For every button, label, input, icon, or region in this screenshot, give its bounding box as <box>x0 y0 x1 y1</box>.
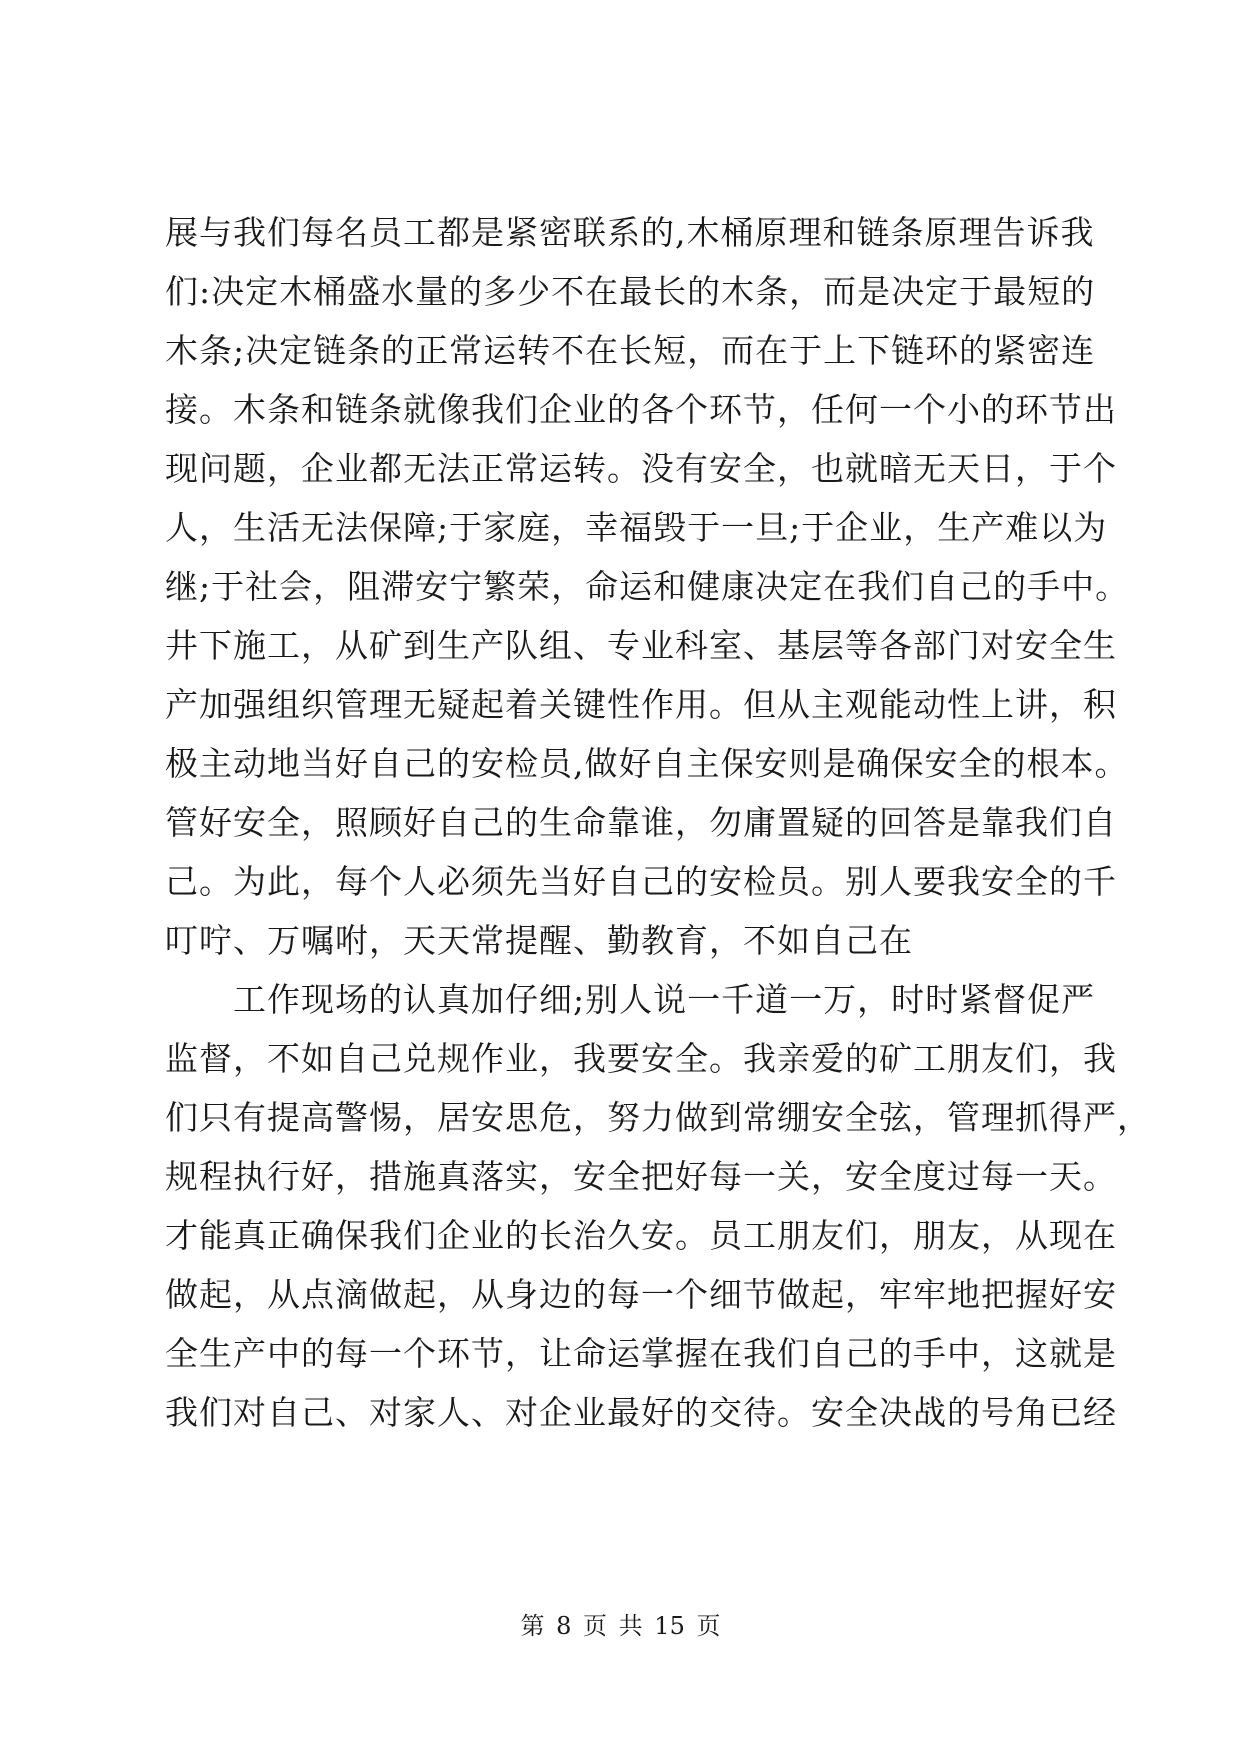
text-line: 产加强组织管理无疑起着关键性作用。但从主观能动性上讲，积 <box>165 685 1117 724</box>
text-line: 们只有提高警惕，居安思危，努力做到常绷安全弦，管理抓得严， <box>165 1098 1151 1137</box>
text-line: 们:决定木桶盛水量的多少不在最长的木条，而是决定于最短的 <box>165 272 1096 311</box>
text-line: 我们对自己、对家人、对企业最好的交待。安全决战的号角已经 <box>165 1393 1117 1432</box>
text-line: 管好安全，照顾好自己的生命靠谁，勿庸置疑的回答是靠我们自 <box>165 803 1117 842</box>
text-line: 叮咛、万嘱咐，天天常提醒、勤教育，不如自己在 <box>165 921 913 960</box>
text-line: 继;于社会，阻滞安宁繁荣，命运和健康决定在我们自己的手中。 <box>165 567 1130 606</box>
text-line: 做起，从点滴做起，从身边的每一个细节做起，牢牢地把握好安 <box>165 1275 1117 1314</box>
text-line: 展与我们每名员工都是紧密联系的,木桶原理和链条原理告诉我 <box>165 213 1095 252</box>
text-line: 接。木条和链条就像我们企业的各个环节，任何一个小的环节出 <box>165 390 1117 429</box>
text-line: 极主动地当好自己的安检员,做好自主保安则是确保安全的根本。 <box>165 744 1129 783</box>
text-line: 人，生活无法保障;于家庭，幸福毁于一旦;于企业，生产难以为 <box>165 508 1108 547</box>
text-line: 才能真正确保我们企业的长治久安。员工朋友们，朋友，从现在 <box>165 1216 1117 1255</box>
text-line: 全生产中的每一个环节，让命运掌握在我们自己的手中，这就是 <box>165 1334 1117 1373</box>
paragraph-start-line: 工作现场的认真加仔细;别人说一千道一万，时时紧督促严 <box>233 980 1096 1019</box>
text-line: 规程执行好，措施真落实，安全把好每一关，安全度过每一天。 <box>165 1157 1117 1196</box>
page-number-footer: 第 8 页 共 15 页 <box>520 1612 721 1640</box>
body-text <box>165 213 1151 1452</box>
text-line: 监督，不如自己兑规作业，我要安全。我亲爱的矿工朋友们，我 <box>165 1039 1117 1078</box>
text-line: 井下施工，从矿到生产队组、专业科室、基层等各部门对安全生 <box>165 626 1117 665</box>
text-line: 己。为此，每个人必须先当好自己的安检员。别人要我安全的千 <box>165 862 1117 901</box>
text-line: 现问题，企业都无法正常运转。没有安全，也就暗无天日，于个 <box>165 449 1117 488</box>
text-line: 木条;决定链条的正常运转不在长短，而在于上下链环的紧密连 <box>165 331 1096 370</box>
